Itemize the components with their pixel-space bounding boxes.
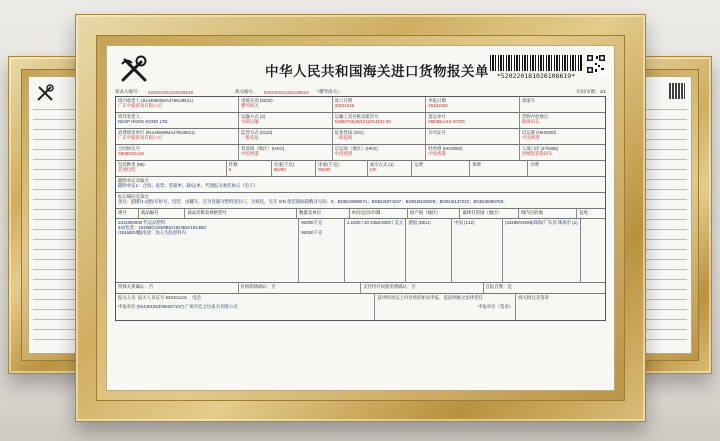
goods-header: 项号: [116, 209, 139, 218]
form-row-packing: [116, 161, 605, 177]
goods-header: 单价/总价/币制: [350, 209, 408, 218]
form-cell: 保费: [470, 161, 528, 176]
form-cell: 贸易国（地区）(HKG) 中国香港: [239, 145, 333, 160]
goods-quantity: 96280千克 96280千克: [299, 219, 345, 283]
form-cell: 运输方式 (2) 水路运输: [239, 113, 333, 128]
form-cell: 随附单证及编号 随附单证1：合同；发票；装箱单；载/运单；代理报关委托协议（电子）: [118, 178, 258, 189]
statement-cell: 兹申明对以上内容承担如实申报、依法纳税之法律责任 申报单位（签章）: [375, 294, 516, 320]
customs-no-label: 海关编号：: [235, 89, 258, 94]
form-cell: 监管方式 (0110) 一般贸易: [239, 129, 333, 144]
form-cell: 运输工具名称及航次号 5298076626/5212014102 60: [333, 113, 427, 128]
form-cell: 自报自缴：是: [485, 284, 512, 289]
customs-emblem-icon: [119, 54, 149, 84]
form-cell: 件数 5: [227, 161, 272, 176]
footer-row: [116, 294, 605, 320]
qr-code-icon: [669, 83, 685, 99]
pre-entry-label: 预录入编号：: [115, 89, 142, 94]
goods-header: 境内目的地: [519, 209, 577, 218]
declarant-cell: 报关人员 报关人员证号 520101131 电话 申报单位 (914401063066257107) 广州市宏之达报关有限公司: [116, 294, 375, 320]
form-cell: 货物存放地点 珠海码头: [521, 114, 549, 125]
frame-main: [75, 14, 646, 422]
qr-code-icon: [586, 54, 606, 74]
customs-no-value: 520220181026108619: [263, 89, 309, 95]
goods-region: (44289/44069)珠海/广东省 珠海市 (1): [503, 219, 581, 283]
goods-item-row: [116, 219, 605, 283]
form-cell: 成交方式 (1) CIF: [368, 161, 413, 176]
form-cell: 征免性质 (101) 一般征税: [333, 129, 427, 144]
goods-header: 商品名称及规格型号: [185, 209, 297, 218]
form-cell: 合同协议号 S8085G5419: [116, 145, 239, 160]
form-cell: 境内收货人 (91440600MA2795U8521) 广东中霖贸易有限公司: [116, 97, 239, 112]
form-cell: 进境关别 (5202) 横琴海关: [239, 97, 333, 112]
barcode-number: *520220181026108619*: [496, 72, 576, 80]
form-grid: [115, 96, 606, 321]
form-cell: 境外发货人 NSSP HONG KONG LTD: [116, 113, 239, 128]
form-cell: 支付特许权使用费确认：否: [361, 283, 484, 293]
pre-entry-value: 520220181026108619: [148, 89, 194, 95]
form-cell: 提运单号 0863BLH18 00700: [426, 113, 520, 128]
form-row-docs: [116, 177, 605, 193]
goods-header: 原产国（地区）: [408, 209, 460, 218]
form-cell: 特殊关系确认：否: [116, 283, 239, 293]
form-cell: 运费: [412, 161, 470, 176]
barcode: [490, 55, 582, 71]
customs-declaration-form: [106, 45, 615, 391]
form-row: [116, 113, 605, 129]
form-header: [115, 52, 606, 88]
goods-destination: 中国 (142): [452, 219, 503, 283]
form-cell: 入境口岸 (470405) 西城集装箱码头: [521, 146, 559, 157]
goods-header: 商品编号: [139, 209, 186, 218]
form-row: [116, 145, 605, 161]
form-row: [116, 129, 605, 145]
form-cell: 进口日期 20181026: [333, 97, 427, 112]
form-row-marks: [116, 193, 605, 209]
goods-header: 数量及单位: [297, 209, 349, 218]
form-meta: [115, 88, 606, 96]
goods-header: 征免: [579, 210, 589, 215]
form-cell: 许可证号: [426, 129, 520, 144]
form-title: 中华人民共和国海关进口货物报关单: [265, 64, 489, 80]
goods-description: 2811900000 代运品塑料 4/2/包装：1920BG/1920BG/1924BG/1924BG /1916BG/罐|用途：加入生胶原料内: [116, 219, 299, 283]
goods-header: 最终目的国（地区）: [460, 209, 518, 218]
form-cell: 备案号: [521, 98, 536, 103]
form-cell: 净重(千克) 96280: [316, 161, 367, 176]
form-cell: 启运国（地区）(HKG) 中国香港: [333, 145, 427, 160]
goods-price: 2.1000 / 20 2358.0000 / 美元: [345, 219, 406, 283]
customs-emblem-icon: [35, 83, 55, 103]
customs-note-cell: 海关批注及签章: [518, 295, 549, 300]
goods-origin: 德国 (DEU): [406, 219, 452, 283]
form-row: [116, 97, 605, 113]
form-cell: 毛重(千克) 96280: [272, 161, 317, 176]
form-cell: 价格影响确认：否: [239, 283, 362, 293]
form-cell: 包装种类 (99) 其他包装: [116, 161, 227, 176]
form-cell: 标记唛码及备注 备注：[随附1-2]集/应柜号，包装：由罐车，应为容器为塑料进出口，无纸化，无车 X/N 集装箱标箱数及号码：5；BGBU5088671；BGBU5074107；BGBU5108028；BGBU5137222；BGBU5088768；: [118, 194, 508, 205]
form-cell: 申报日期 20181026: [426, 97, 520, 112]
confirmation-row: [116, 283, 605, 294]
goods-header-row: [116, 209, 605, 219]
form-cell: 消费使用单位 (91440606MA279U8521) 广东中霖贸易有限公司: [116, 129, 239, 144]
form-cell: 经停港 (HKG000) 中国香港: [426, 145, 520, 160]
page-indicator: 页码/页数：1/1: [575, 89, 606, 94]
form-cell: 杂费: [530, 162, 539, 167]
form-cell: 启运港 (HKG000) 中国香港: [521, 130, 556, 141]
goods-exemption: [581, 219, 605, 283]
declare-place: （横琴海关）: [314, 89, 342, 94]
